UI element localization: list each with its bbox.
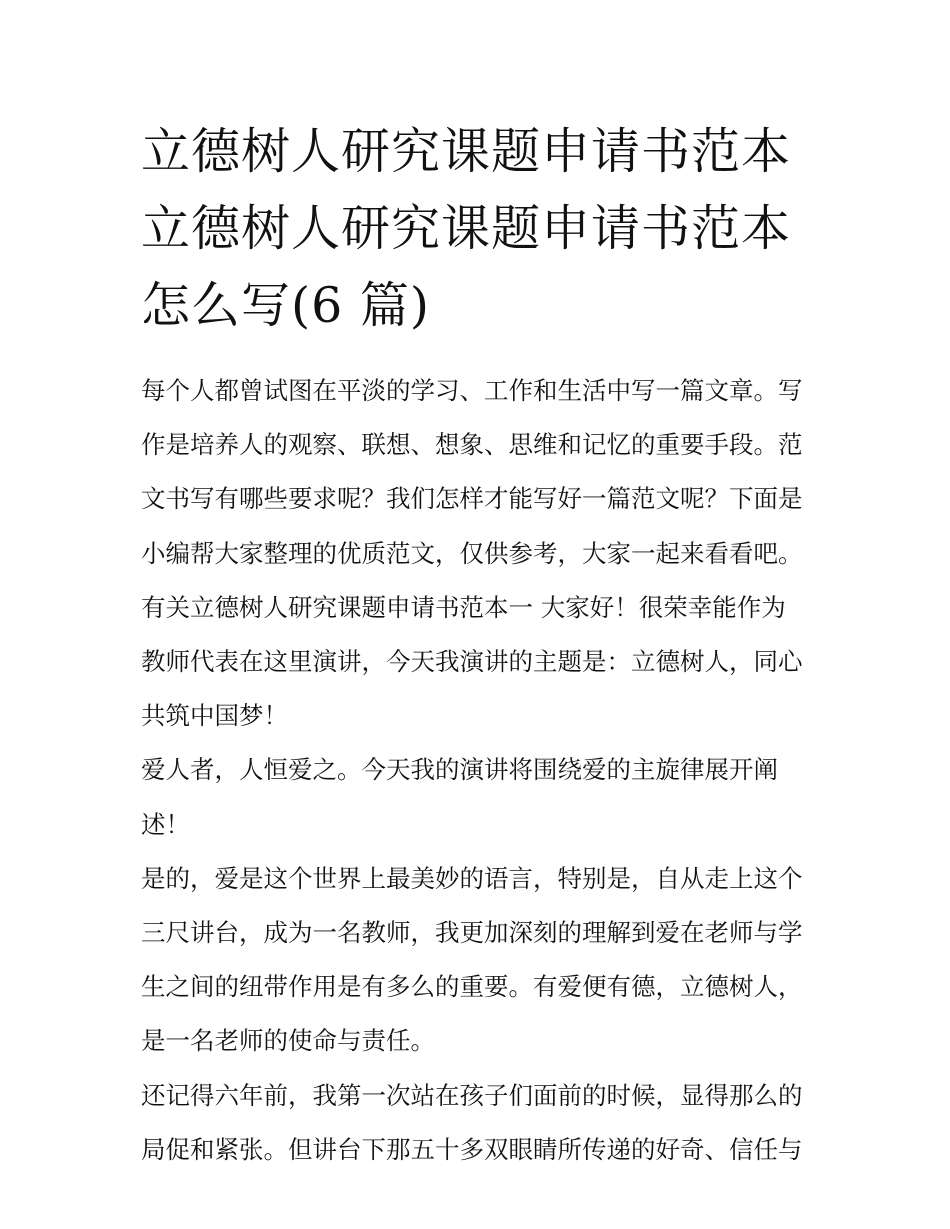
document-title <box>141 113 813 344</box>
title-line: 怎么写(6 篇) <box>141 277 430 334</box>
body-line: 小编帮大家整理的优质范文，仅供参考，大家一起来看看吧。 <box>141 538 803 568</box>
title-line: 立德树人研究课题申请书范本 <box>141 123 792 180</box>
body-line: 述！ <box>141 809 190 839</box>
body-line: 是一名老师的使命与责任。 <box>141 1026 435 1056</box>
body-line: 局促和紧张。但讲台下那五十多双眼睛所传递的好奇、信任与 <box>141 1134 803 1164</box>
body-line: 教师代表在这里演讲，今天我演讲的主题是：立德树人，同心 <box>141 647 803 677</box>
body-line: 作是培养人的观察、联想、想象、思维和记忆的重要手段。范 <box>141 430 803 460</box>
body-line: 文书写有哪些要求呢？我们怎样才能写好一篇范文呢？下面是 <box>141 484 803 514</box>
body-line: 共筑中国梦！ <box>141 701 288 731</box>
body-line: 爱人者，人恒爱之。今天我的演讲将围绕爱的主旋律展开阐 <box>141 755 778 785</box>
body-line: 生之间的纽带作用是有多么的重要。有爱便有德，立德树人， <box>141 972 803 1002</box>
document-body <box>141 364 813 1177</box>
body-line: 三尺讲台，成为一名教师，我更加深刻的理解到爱在老师与学 <box>141 918 803 948</box>
body-line: 还记得六年前，我第一次站在孩子们面前的时候，显得那么的 <box>141 1080 803 1110</box>
body-line: 每个人都曾试图在平淡的学习、工作和生活中写一篇文章。写 <box>141 376 803 405</box>
body-line: 是的，爱是这个世界上最美妙的语言，特别是，自从走上这个 <box>141 863 803 893</box>
document-content <box>141 113 813 1177</box>
title-line: 立德树人研究课题申请书范本 <box>141 200 792 257</box>
body-line: 有关立德树人研究课题申请书范本一 大家好！很荣幸能作为 <box>141 592 786 622</box>
